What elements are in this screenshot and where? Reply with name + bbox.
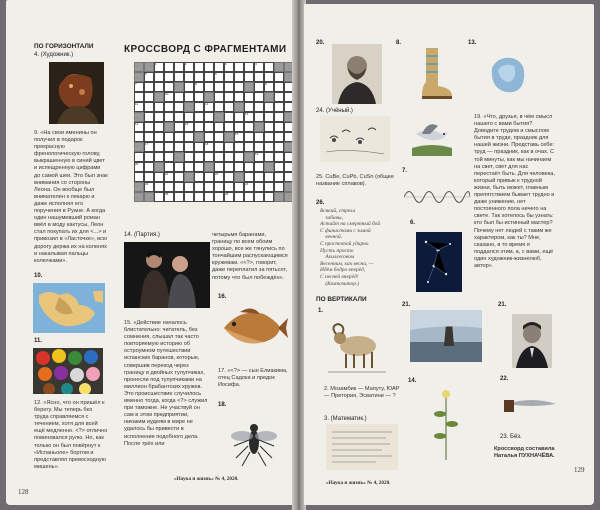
crossword-cell — [164, 142, 174, 152]
crossword-cell — [184, 182, 194, 192]
crossword-cell — [214, 62, 224, 72]
crossword-cell — [214, 142, 224, 152]
crossword-cell — [154, 132, 164, 142]
crossword-cell — [174, 182, 184, 192]
crossword-cell — [244, 172, 254, 182]
cell-number: 16 — [235, 132, 239, 136]
waveform-picture — [404, 184, 470, 210]
crossword-title: КРОССВОРД С ФРАГМЕНТАМИ — [124, 44, 287, 55]
pic-num-21: 21. — [402, 302, 411, 308]
crossword-cell — [224, 172, 234, 182]
crossword-cell — [264, 162, 274, 172]
pic-num-8: 8. — [396, 40, 402, 46]
crossword-cell — [264, 122, 274, 132]
clue-14-vertical: 14. — [408, 378, 417, 384]
crossword-cell — [134, 132, 144, 142]
painting-portrait — [49, 62, 104, 124]
right-page — [304, 4, 594, 505]
cell-number: 8 — [195, 82, 197, 86]
crossword-cell — [194, 112, 204, 122]
crossword-cell — [264, 102, 274, 112]
left-footer: «Наука и жизнь» № 4, 2020. — [174, 476, 239, 482]
crossword-cell — [264, 172, 274, 182]
crossword-cell — [244, 162, 254, 172]
crossword-cell — [264, 92, 274, 102]
blue-mineral-image — [484, 52, 530, 98]
crossword-cell — [194, 92, 204, 102]
cell-number: 13 — [245, 112, 249, 116]
crossword-cell — [194, 102, 204, 112]
right-footer: «Наука и жизнь» № 4, 2020. — [326, 480, 391, 486]
clue-1: 1. — [318, 308, 324, 314]
crossword-cell — [254, 72, 264, 82]
crossword-cell — [204, 152, 214, 162]
clue-12: 12. «Ясно, что он пришёл к берегу. Мы теперь без труда справляемся с течением, хотя для всей ещё медленно. <?> отлично повиновался рулю. Но, как только он был повёрнут к «Испаньоле» бортом и представлял превосходную мишень». — [34, 400, 108, 470]
crossword-cell — [254, 102, 264, 112]
crossword-cell — [254, 192, 264, 202]
crossword-cell — [134, 182, 144, 192]
crossword-cell — [204, 132, 214, 142]
crossword-cell — [254, 172, 264, 182]
crossword-cell — [204, 192, 214, 202]
star-map-image — [416, 232, 462, 292]
crossword-cell — [134, 172, 144, 182]
cell-number: 1 — [155, 62, 157, 66]
left-page — [6, 0, 294, 505]
crossword-cell — [214, 102, 224, 112]
crossword-cell — [184, 72, 194, 82]
clue-11: 11. — [34, 338, 43, 344]
crossword-cell — [184, 172, 194, 182]
clue-26: 26. — [316, 200, 325, 206]
crossword-cell — [274, 112, 284, 122]
crossword-cell — [154, 192, 164, 202]
crossword-cell — [164, 182, 174, 192]
crossword-cell — [274, 82, 284, 92]
crossword-cell — [224, 162, 234, 172]
crimea-map-image — [33, 283, 105, 333]
clue-17: 17. «<?> — сын Елиакима, отец Садока и предок Иосифа. — [218, 368, 288, 389]
knife-image — [502, 386, 560, 426]
crossword-cell — [194, 72, 204, 82]
crossword-cell — [134, 112, 144, 122]
crossword-cell — [274, 172, 284, 182]
crossword-cell — [244, 82, 254, 92]
ram-picture — [324, 316, 390, 376]
crossword-cell — [164, 62, 174, 72]
poem-excerpt: Всякий, стрела забавы, Астайт на смертный бой С финистами с зимой вечной. С простотой ударно Пусть просто Ахиллесовом Весенним, как весна, — Идём бодро вперёд, С песней вперёд! (Композитор.) — [320, 208, 381, 287]
crossword-cell — [264, 132, 274, 142]
crossword-cell — [224, 152, 234, 162]
pic-num-6: 6. — [410, 220, 416, 226]
crossword-cell — [274, 122, 284, 132]
crossword-cell — [154, 182, 164, 192]
crossword-cell — [144, 152, 154, 162]
crossword-cell — [204, 82, 214, 92]
crossword-cell — [274, 102, 284, 112]
crossword-cell — [144, 102, 154, 112]
opera-photo — [124, 242, 210, 308]
horizontal-header: ПО ГОРИЗОНТАЛИ — [34, 43, 94, 50]
crossword-cell — [224, 112, 234, 122]
botanical-plant-image — [428, 384, 464, 462]
crossword-cell — [274, 62, 284, 72]
crossword-cell — [164, 112, 174, 122]
crossword-cell — [174, 92, 184, 102]
fly-image — [228, 410, 280, 470]
crossword-cell — [164, 162, 174, 172]
cell-number: 5 — [145, 72, 147, 76]
cell-number: 20 — [135, 162, 139, 166]
crossword-cell — [144, 82, 154, 92]
sea-rock-picture — [410, 310, 482, 362]
crossword-cell — [254, 162, 264, 172]
crossword-cell — [264, 142, 274, 152]
crossword-cell — [234, 62, 244, 72]
crossword-cell — [184, 162, 194, 172]
left-folio: 128 — [18, 488, 29, 496]
insect-picture — [228, 410, 280, 470]
crystal-picture — [484, 52, 530, 98]
crossword-cell — [274, 192, 284, 202]
crossword-cell — [144, 112, 154, 122]
crossword-cell — [154, 92, 164, 102]
cell-number: 21 — [165, 172, 169, 176]
crossword-cell — [174, 162, 184, 172]
crossword-cell — [214, 92, 224, 102]
clue-24: 24. (Учёный.) — [316, 108, 353, 114]
crossword-cell — [174, 62, 184, 72]
crossword-cell — [254, 182, 264, 192]
crossword-cell — [234, 112, 244, 122]
scientist-portrait — [332, 44, 382, 104]
crossword-cell — [164, 152, 174, 162]
ram-image — [324, 316, 390, 376]
crossword-cell — [224, 102, 234, 112]
cell-number: 14 — [135, 122, 139, 126]
crossword-cell — [224, 142, 234, 152]
actors-photo-image — [124, 242, 210, 308]
crossword-cell — [214, 82, 224, 92]
crossword-cell — [234, 152, 244, 162]
boot-image — [414, 46, 454, 100]
crossword-cell — [194, 142, 204, 152]
crossword-cell — [144, 192, 154, 202]
cell-number: 24 — [245, 182, 249, 186]
crossword-cell — [224, 132, 234, 142]
manuscript-image — [326, 424, 398, 470]
crossword-cell — [184, 192, 194, 202]
crossword-cell — [174, 72, 184, 82]
crossword-cell — [184, 142, 194, 152]
crossword-cell — [254, 112, 264, 122]
crossword-cell — [144, 62, 154, 72]
crossword-cell — [204, 172, 214, 182]
crossword-cell — [274, 182, 284, 192]
crossword-cell — [154, 112, 164, 122]
constellation-picture — [416, 232, 462, 292]
crossword-cell — [244, 192, 254, 202]
crossword-cell — [254, 122, 264, 132]
man-photo-image — [512, 314, 552, 368]
crossword-cell — [174, 122, 184, 132]
cell-number: 4 — [255, 62, 257, 66]
crossword-cell — [274, 72, 284, 82]
crossword-cell — [274, 92, 284, 102]
crossword-cell — [204, 162, 214, 172]
crossword-cell — [244, 62, 254, 72]
crossword-cell — [234, 82, 244, 92]
crossword-cell — [194, 192, 204, 202]
clue-14-continued: четырьмя баранами, границу по всем обоим хорошо, все же тянулись по тончайшим распускающимся кружевам. «<?>, говорит, даже переплатил за пятьсот, потому что был побеждён». — [212, 232, 288, 281]
crossword-cell — [194, 122, 204, 132]
crossword-cell — [214, 162, 224, 172]
crossword-cell — [204, 62, 214, 72]
crossword-cell — [234, 72, 244, 82]
crossword-cell — [194, 182, 204, 192]
crossword-cell — [164, 122, 174, 132]
clue-9: 9. «На свои именины он получил в подарок прекрасную френологическую голову, выкрашенную в синий цвет и испещренную цифрами до самой шеи. Это был знак внимания со стороны Леона. Он вообще был внимателен к лекарю и даже исполнял его поручения в Руане. А когда один нашумевший роман ввёл в моду кактусы, Леон стал покупать их для <...> и привозил в «Ласточке», всю дорогу держа их на коленях и накалывая пальцы колючками». — [34, 130, 108, 264]
pic-num-21b: 21. — [498, 302, 507, 308]
crossword-cell — [134, 142, 144, 152]
crossword-cell — [274, 132, 284, 142]
crossword-cell — [224, 122, 234, 132]
crossword-cell — [264, 192, 274, 202]
paint-jars-image — [33, 348, 103, 394]
crossword-cell — [234, 192, 244, 202]
cell-number: 15 — [185, 122, 189, 126]
right-folio: 129 — [574, 466, 585, 474]
crossword-cell — [194, 62, 204, 72]
crossword-cell — [184, 102, 194, 112]
piranha-image — [218, 302, 288, 354]
crossword-cell — [164, 132, 174, 142]
crossword-cell — [144, 122, 154, 132]
cell-number: 2 — [185, 62, 187, 66]
crossword-cell — [174, 142, 184, 152]
cell-number: 12 — [205, 102, 209, 106]
pic-num-20: 20. — [316, 40, 325, 46]
crossword-cell — [204, 122, 214, 132]
crossword-cell — [224, 82, 234, 92]
crossword-cell — [144, 162, 154, 172]
crossword-cell — [254, 82, 264, 92]
crossword-cell — [154, 152, 164, 162]
crossword-cell — [184, 82, 194, 92]
crossword-cell — [204, 182, 214, 192]
clue-3: 3. (Математик.) — [324, 416, 367, 422]
cell-number: 7 — [135, 82, 137, 86]
crossword-cell — [214, 132, 224, 142]
crossword-cell — [184, 132, 194, 142]
cell-number: 23 — [145, 182, 149, 186]
crossword-cell — [174, 82, 184, 92]
crossword-cell — [214, 112, 224, 122]
portrait-image — [49, 62, 104, 124]
crossword-cell — [134, 192, 144, 202]
crossword-cell — [184, 152, 194, 162]
clue-18: 18. — [218, 402, 227, 408]
clue-25: 25. CuBe, CuPb, CuSn (общее название сплавов). — [316, 174, 395, 188]
crossword-cell — [154, 142, 164, 152]
sketch-picture — [320, 116, 390, 162]
crossword-cell — [234, 142, 244, 152]
map-picture — [33, 283, 105, 333]
crossword-cell — [174, 132, 184, 142]
crossword-cell — [234, 172, 244, 182]
crossword-cell — [254, 132, 264, 142]
crossword-cell — [224, 72, 234, 82]
cell-number: 10 — [165, 92, 169, 96]
crossword-cell — [274, 142, 284, 152]
clue-14: 14. (Партия.) — [124, 232, 160, 238]
crossword-cell — [144, 172, 154, 182]
crossword-cell — [134, 62, 144, 72]
crossword-cell — [154, 72, 164, 82]
clue-15: 15. «Действие началось блистательно: читатель, без сомнения, слышал так часто повторяемую историю об остроумном путешествии испанских баранов, которые, совершив переход через границу в двойных тулупчиках, пронесли под тулупчиками на миллион брабантских кружев. Это происшествие случилось именно тогда, когда <?> служил при таможне. Не участвуй он сам в этом предприятии, никаким иудеям в мире не удалось бы привести в исполнение подобного дела. После трёх или — [124, 320, 208, 447]
crossword-cell — [164, 82, 174, 92]
crossword-cell — [234, 122, 244, 132]
clue-19: 19. «Что, друзья, в чём смысл нашего с вами бытия? Доводите трудом и смыслом бытия в труде, праздник для нашей жизни. Представь себе: труд — праздник, как в очах. С той минуты, как мы начинаем на свет, свет для нас перестаёт быть. Для человека, который привык к трудной жизни, быть может, главным препятствием бывает трудно и даже унижение, нет постоянного пола ничего на свете. Так хотелось бы узнать: кто был бы истинный мастер? Почему нет людей с таким же характером, как ты? Мне, сказано, в то время я поддался этим, а, с вами, ещё один художник-жизнелюб, автор». — [474, 114, 555, 269]
crossword-cell — [154, 162, 164, 172]
crossword-cell — [214, 192, 224, 202]
cell-number: 18 — [205, 142, 209, 146]
author-credit: Кроссворд составила Наталья ПУХНАЧЁВА. — [494, 446, 555, 460]
crossword-cell — [174, 172, 184, 182]
seagull-picture — [408, 112, 454, 156]
crossword-cell — [154, 82, 164, 92]
crossword-cell — [274, 162, 284, 172]
crossword-cell — [244, 72, 254, 82]
crossword-cell — [154, 102, 164, 112]
crossword-cell — [224, 92, 234, 102]
cell-number: 11 — [135, 102, 139, 106]
crossword-cell — [204, 72, 214, 82]
clue-22: 22. — [500, 376, 509, 382]
birds-sketch-image — [320, 116, 390, 162]
crossword-cell — [154, 172, 164, 182]
crossword-cell — [264, 62, 274, 72]
sea-stack-image — [410, 310, 482, 362]
clue-10: 10. — [34, 273, 43, 279]
dagger-picture — [502, 386, 560, 426]
crossword-cell — [254, 92, 264, 102]
crossword-cell — [214, 182, 224, 192]
man-portrait — [512, 314, 552, 368]
crossword-cell — [194, 132, 204, 142]
cell-number: 22 — [215, 172, 219, 176]
clue-2: 2. Мозамбик — Мапуту, ЮАР — Претория, Эсватини — ? — [324, 386, 400, 400]
plant-picture — [428, 384, 464, 462]
cell-number: 6 — [215, 72, 217, 76]
crossword-cell — [194, 172, 204, 182]
crossword-cell — [224, 182, 234, 192]
crossword-cell — [234, 102, 244, 112]
pic-num-13: 13. — [468, 40, 477, 46]
crossword-cell — [144, 92, 154, 102]
crossword-cell — [134, 92, 144, 102]
clue-16: 16. — [218, 294, 227, 300]
seagull-image — [408, 112, 454, 156]
crossword-cell — [164, 102, 174, 112]
crossword-cell — [194, 162, 204, 172]
crossword-cell — [254, 142, 264, 152]
crossword-cell — [244, 92, 254, 102]
crossword-cell — [184, 112, 194, 122]
vertical-header: ПО ВЕРТИКАЛИ — [316, 296, 367, 303]
crossword-cell — [244, 102, 254, 112]
crossword-cell — [234, 92, 244, 102]
paints-picture — [33, 348, 103, 394]
cell-number: 3 — [225, 62, 227, 66]
crossword-cell — [184, 92, 194, 102]
crossword-cell — [204, 112, 214, 122]
cell-number: 9 — [265, 82, 267, 86]
crossword-cell — [244, 152, 254, 162]
cell-number: 19 — [255, 152, 259, 156]
crossword-cell — [144, 132, 154, 142]
crossword-cell — [204, 92, 214, 102]
crossword-cell — [244, 142, 254, 152]
crossword-cell — [214, 152, 224, 162]
boot-picture — [414, 46, 454, 100]
crossword-cell — [134, 152, 144, 162]
clue-23: 23. Бёз. — [500, 434, 522, 440]
crossword-cell — [244, 132, 254, 142]
crossword-cell — [174, 112, 184, 122]
cell-number: 17 — [145, 142, 149, 146]
crossword-cell — [234, 182, 244, 192]
crossword-cell — [244, 122, 254, 132]
scientist-photo-image — [332, 44, 382, 104]
manuscript-picture — [326, 424, 398, 470]
cell-number: 26 — [225, 192, 229, 196]
crossword-cell — [154, 122, 164, 132]
crossword-cell — [264, 72, 274, 82]
crossword-cell — [164, 72, 174, 82]
pic-num-7: 7. — [402, 168, 408, 174]
fish-picture — [218, 302, 288, 354]
crossword-cell — [264, 152, 274, 162]
cell-number: 25 — [165, 192, 169, 196]
crossword-cell — [234, 162, 244, 172]
crossword-cell — [194, 152, 204, 162]
crossword-cell — [174, 102, 184, 112]
crossword-cell — [134, 72, 144, 82]
crossword-cell — [174, 192, 184, 202]
signal-wave-image — [404, 184, 470, 210]
crossword-cell — [174, 152, 184, 162]
crossword-cell — [264, 182, 274, 192]
crossword-cell — [214, 122, 224, 132]
clue-4: 4. (Художник.) — [34, 52, 74, 58]
crossword-cell — [274, 152, 284, 162]
crossword-cell — [264, 112, 274, 122]
